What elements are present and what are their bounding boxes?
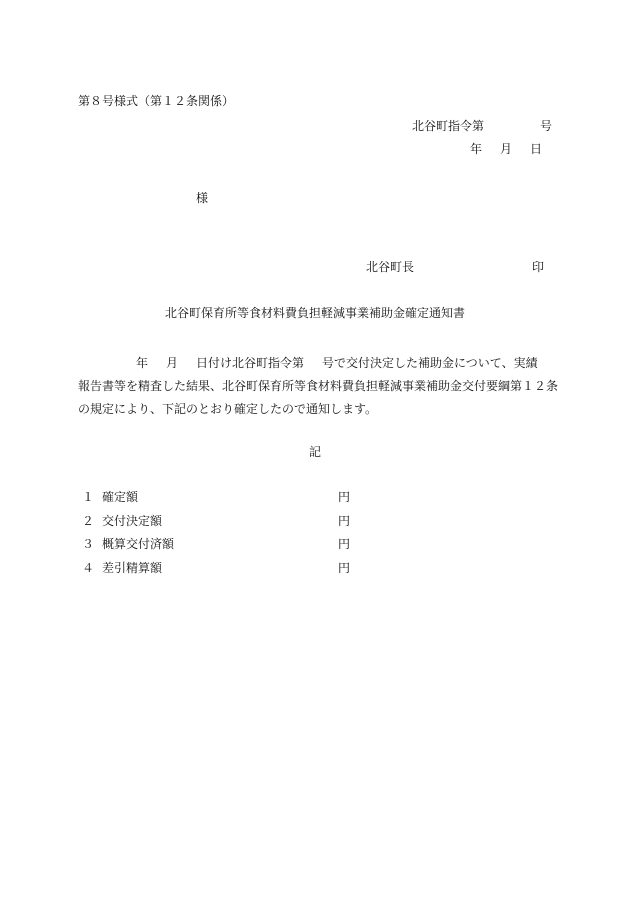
issue-number-suffix: 号 <box>540 119 553 133</box>
addressee-honorific: 様 <box>196 191 209 205</box>
body-year-label: 年 <box>136 356 149 370</box>
body-line-1-rest: 号で交付決定した補助金について、実績 <box>322 356 538 370</box>
list-item <box>78 491 378 515</box>
document-title: 北谷町保育所等食材料費負担軽減事業補助金確定通知書 <box>164 306 465 320</box>
item-unit: 円 <box>338 537 351 551</box>
item-unit: 円 <box>338 560 351 575</box>
issue-day-label: 日 <box>530 142 543 156</box>
issue-number <box>412 120 552 132</box>
body-line-1-text: 日付け北谷町指令第 <box>196 356 305 370</box>
list-item <box>78 515 378 539</box>
issue-number-prefix: 北谷町指令第 <box>412 119 485 133</box>
issue-date <box>470 143 542 155</box>
list-item <box>78 562 378 586</box>
item-label: 交付決定額 <box>102 513 163 528</box>
item-number: １ <box>82 490 95 504</box>
item-label: 差引精算額 <box>102 560 163 575</box>
item-number: ２ <box>82 513 95 528</box>
sender-name: 北谷町長 <box>366 260 415 274</box>
item-number: ４ <box>82 560 95 575</box>
item-label: 確定額 <box>102 490 139 504</box>
body-line-2: 報告書等を精査した結果、北谷町保育所等食材料費負担軽減事業補助金交付要綱第１２条 <box>78 379 559 393</box>
body-month-label: 月 <box>166 356 179 370</box>
list-item <box>78 538 378 562</box>
item-number: ３ <box>82 537 95 551</box>
ki-heading: 記 <box>308 445 321 459</box>
issue-month-label: 月 <box>500 142 513 156</box>
amount-list <box>78 491 378 585</box>
form-label: 第８号様式（第１２条関係） <box>78 94 235 108</box>
item-unit: 円 <box>338 513 351 528</box>
item-unit: 円 <box>338 490 351 504</box>
body-line-1 <box>78 352 550 375</box>
issue-year-label: 年 <box>470 142 483 156</box>
seal-mark: 印 <box>532 260 545 274</box>
body-line-3: の規定により、下記のとおり確定したので通知します。 <box>78 402 378 416</box>
sender <box>366 261 544 273</box>
item-label: 概算交付済額 <box>102 537 175 551</box>
body-text <box>78 352 559 421</box>
